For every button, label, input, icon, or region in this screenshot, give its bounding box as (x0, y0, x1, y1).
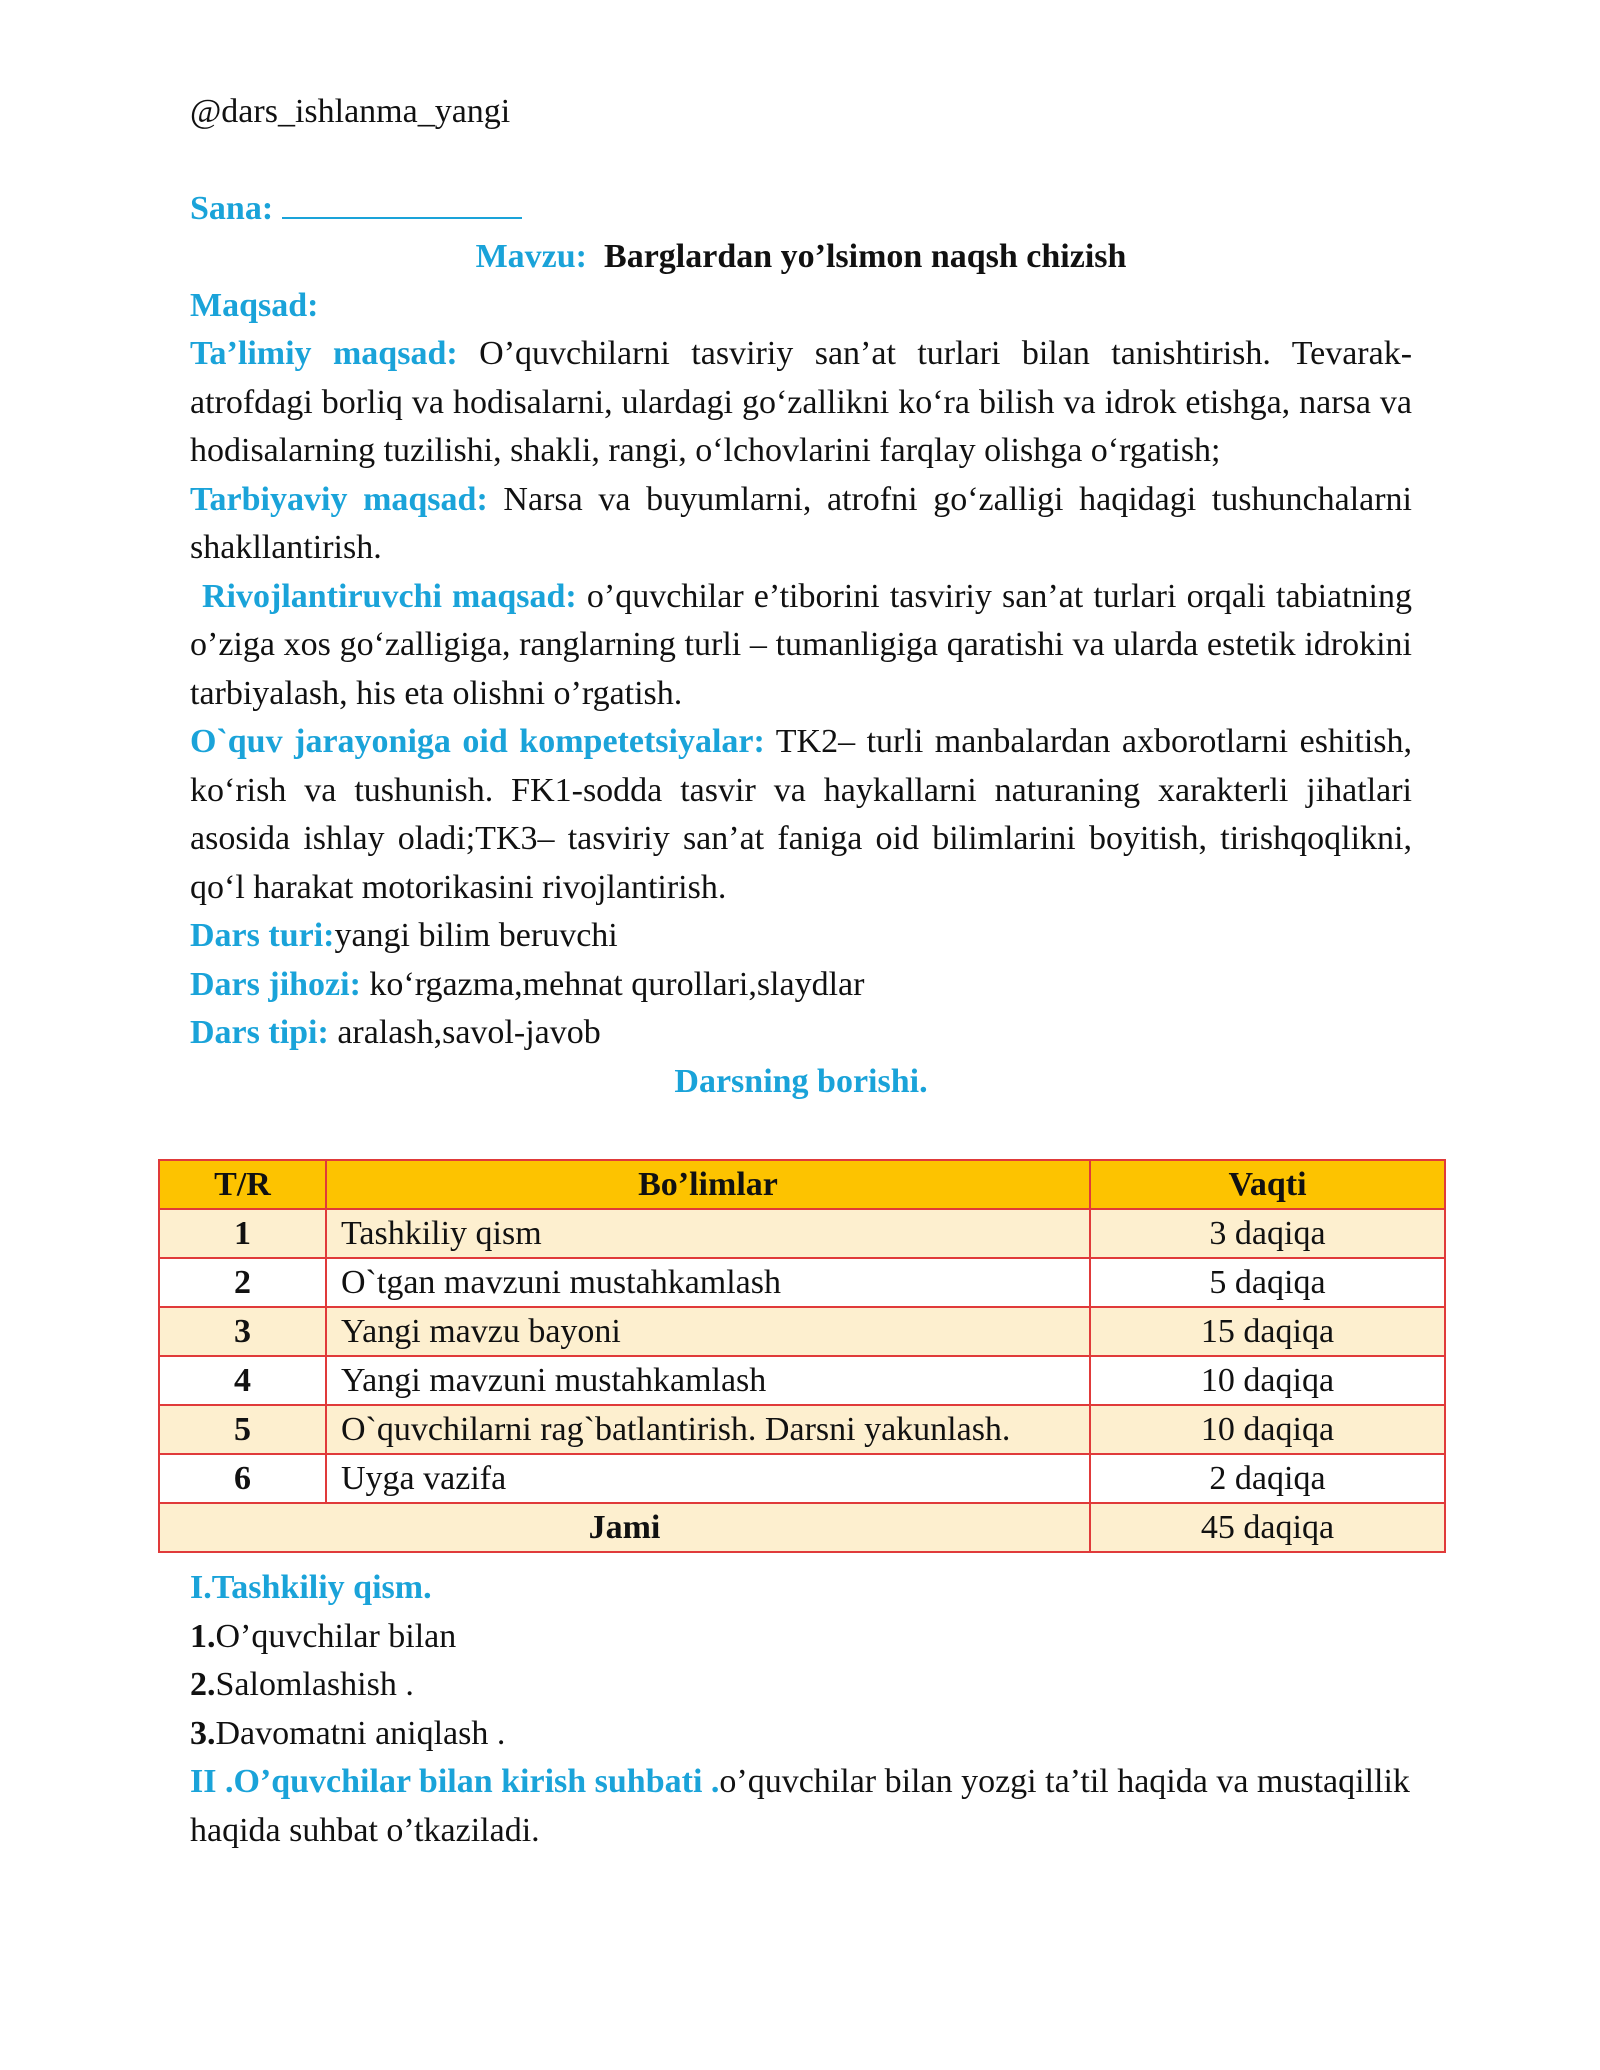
part2-text: o’quvchilar bilan yozgi ta’til haqida va mustaqillik haqida suhbat o’tkaziladi. (190, 1763, 1410, 1849)
topic-label: Mavzu: (475, 238, 588, 275)
row-time: 10 daqiqa (1090, 1405, 1445, 1454)
part1-item (190, 1613, 1412, 1662)
row-number: 4 (159, 1356, 326, 1405)
table-row (159, 1356, 1445, 1405)
part1-item-text: O’quvchilar bilan (215, 1617, 457, 1655)
lesson-type-value: yangi bilim beruvchi (334, 917, 618, 954)
lesson-plan-table-wrap (158, 1159, 1446, 1553)
table-header-row (159, 1160, 1445, 1209)
competencies-text: TK2– turli manbalardan axborotlarni eshitish, ko‘rish va tushunish. FK1-sodda tasvir va haykallarni naturaning xarakterli jihatlari asosida ishlay oladi;TK3– tasviriy san’at faniga oid bilimlarini boyitish, tirishqoqlikni, qo‘l harakat motorikasini rivojlantirish. (190, 723, 1413, 906)
table-total-row (159, 1503, 1445, 1552)
part1-item-number: 1. (190, 1617, 216, 1655)
date-blank (282, 187, 522, 219)
total-label: Jami (159, 1503, 1090, 1552)
header-sections: Bo’limlar (326, 1160, 1090, 1209)
part1-item-text: Salomlashish . (215, 1666, 414, 1703)
competencies (190, 718, 1412, 912)
table-row (159, 1405, 1445, 1454)
channel-handle: @dars_ishlanma_yangi (190, 93, 511, 130)
upbringing-goal-text: Narsa va buyumlarni, atrofni go‘zalligi haqidagi tushunchalarni shakllantirish. (190, 480, 1412, 566)
progress-title: Darsning borishi. (674, 1062, 928, 1100)
topic-title: Barglardan yo’lsimon naqsh chizish (604, 238, 1127, 275)
row-number: 1 (159, 1209, 326, 1258)
header-time: Vaqti (1090, 1160, 1445, 1209)
row-time: 3 daqiqa (1090, 1209, 1445, 1258)
lesson-equipment (190, 961, 1412, 1010)
table-row (159, 1454, 1445, 1503)
lesson-type (190, 912, 1412, 961)
row-section: Yangi mavzu bayoni (326, 1307, 1090, 1356)
developmental-goal-label: Rivojlantiruvchi maqsad: (202, 577, 577, 615)
goal-heading: Maqsad: (190, 286, 319, 324)
lesson-kind-value: aralash,savol-javob (337, 1014, 601, 1051)
header-number: T/R (159, 1160, 326, 1209)
part2-paragraph (190, 1758, 1412, 1855)
lesson-type-label: Dars turi: (190, 917, 335, 954)
row-section: O`quvchilarni rag`batlantirish. Darsni yakunlash. (326, 1405, 1090, 1454)
developmental-goal (190, 573, 1412, 719)
row-section: Uyga vazifa (326, 1454, 1090, 1503)
part1-item (190, 1661, 1412, 1710)
row-time: 2 daqiqa (1090, 1454, 1445, 1503)
upbringing-goal (190, 476, 1412, 573)
row-time: 5 daqiqa (1090, 1258, 1445, 1307)
upbringing-goal-label: Tarbiyaviy maqsad: (190, 480, 488, 518)
row-number: 5 (159, 1405, 326, 1454)
date-line (190, 185, 1412, 234)
lesson-equipment-label: Dars jihozi: (190, 965, 361, 1003)
part1-item-number: 3. (190, 1714, 216, 1752)
row-time: 15 daqiqa (1090, 1307, 1445, 1356)
date-label: Sana: (190, 189, 274, 227)
educational-goal (190, 330, 1412, 476)
total-time: 45 daqiqa (1090, 1503, 1445, 1552)
competencies-label: O`quv jarayoniga oid kompetetsiyalar: (190, 723, 765, 760)
part2-label: II .O’quvchilar bilan kirish suhbati . (190, 1763, 720, 1800)
part1-item-number: 2. (190, 1666, 216, 1703)
table-row (159, 1307, 1445, 1356)
lesson-kind (190, 1009, 1412, 1058)
row-number: 3 (159, 1307, 326, 1356)
document-body (190, 88, 1412, 1106)
row-time: 10 daqiqa (1090, 1356, 1445, 1405)
topic-line (190, 233, 1412, 282)
row-section: Yangi mavzuni mustahkamlash (326, 1356, 1090, 1405)
table-row (159, 1209, 1445, 1258)
developmental-goal-text: o’quvchilar e’tiborini tasviriy san’at turlari orqali tabiatning o’ziga xos go‘zalligiga, ranglarning turli – tumanligiga qaratishi va ularda estetik idrokini tarbiyalash, his eta olishni o’rgatish. (190, 577, 1413, 712)
row-number: 2 (159, 1258, 326, 1307)
part1-item (190, 1710, 1412, 1759)
part1-heading: I.Tashkiliy qism. (190, 1569, 432, 1606)
table-row (159, 1258, 1445, 1307)
lesson-equipment-value: ko‘rgazma,mehnat qurollari,slaydlar (369, 965, 865, 1003)
lesson-plan-table (158, 1159, 1446, 1553)
educational-goal-label: Ta’limiy maqsad: (190, 335, 458, 372)
lesson-parts (190, 1564, 1412, 1855)
educational-goal-text: O’quvchilarni tasviriy san’at turlari bilan tanishtirish. Tevarak-atrofdagi borliq va hodisalarni, ulardagi go‘zallikni ko‘ra bilish va idrok etishga, narsa va hodisalarning tuzilishi, shakli, rangi, o‘lchovlarini farqlay olishga o‘rgatish; (190, 335, 1413, 469)
row-section: O`tgan mavzuni mustahkamlash (326, 1258, 1090, 1307)
part1-item-text: Davomatni aniqlash . (215, 1714, 506, 1752)
row-number: 6 (159, 1454, 326, 1503)
row-section: Tashkiliy qism (326, 1209, 1090, 1258)
lesson-kind-label: Dars tipi: (190, 1014, 329, 1051)
